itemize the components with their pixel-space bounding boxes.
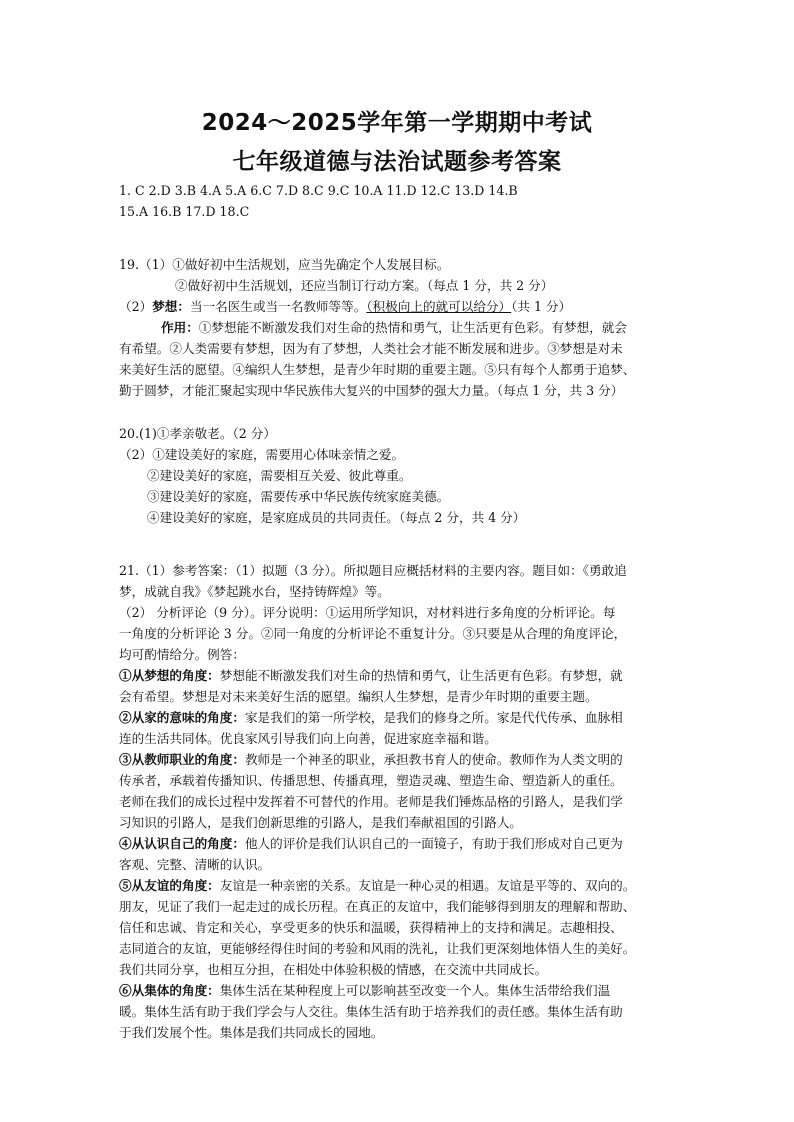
q19-dream-label: 梦想：	[152, 299, 190, 314]
answer-content	[119, 180, 689, 1043]
q21-line-1: 21.（1）参考答案：（1）拟题（3 分）。所拟题目应概括材料的主要内容。题目如：《勇敢追	[119, 563, 627, 578]
q21-angle-self-label: ④从认识自己的角度：	[119, 836, 245, 851]
q21-angle-friendship-text: 友谊是一种亲密的关系。友谊是一种心灵的相遇。友谊是平等的、双向的。	[219, 878, 636, 893]
q20-part2-point2: ②建设美好的家庭，需要相互关爱、彼此尊重。	[147, 468, 412, 483]
q21-angle-collective-label: ⑥从集体的角度：	[119, 983, 220, 998]
q21-angle-teacher-text: 教师是一个神圣的职业，承担教书育人的使命。教师作为人类文明的	[244, 752, 623, 767]
q20-part1: 20.(1)①孝亲敬老。（2 分）	[119, 426, 276, 441]
q19-dream-score: （共 1 分）	[511, 299, 572, 314]
q19-dream-note: （积极向上的就可以给分）	[366, 299, 512, 314]
q19-part2-prefix: （2）	[119, 299, 153, 314]
q21-angle-self-line-2: 客观、完整、清晰的认识。	[119, 857, 271, 872]
q21-line-5: 均可酌情给分。例答：	[119, 647, 245, 662]
q19-effect-text: ①梦想能不断激发我们对生命的热情和勇气，让生活更有色彩。有梦想，就会	[198, 320, 627, 335]
q21-angle-friendship-line-5: 我们共同分享，也相互分担，在相处中体验积极的情感，在交流中共同成长。	[119, 962, 548, 977]
q21-line-2: 梦，成就自我》《梦起跳水台，坚持铸辉煌》等。	[119, 584, 390, 599]
q19-dream-text: 当一名医生或当一名教师等等。	[189, 299, 367, 314]
q21-angle-friendship-line-2: 朋友，见证了我们一起走过的成长历程。在真正的友谊中，我们能够得到朋友的理解和帮助、	[119, 899, 636, 914]
q21-angle-family	[119, 707, 689, 728]
q19-part2-dream	[119, 296, 689, 317]
q21-angle-dream-text: 梦想能不断激发我们对生命的热情和勇气，让生活更有色彩。有梦想，就	[219, 668, 623, 683]
q21-angle-dream-label: ①从梦想的角度：	[119, 668, 220, 683]
choice-answers-line-2: 15.A 16.B 17.D 18.C	[119, 204, 250, 219]
q21-angle-dream-line-2: 会有希望。梦想是对未来美好生活的愿望。编织人生梦想，是青少年时期的重要主题。	[119, 689, 598, 704]
q19-effect-label: 作用：	[161, 320, 199, 335]
q21-angle-friendship-line-4: 志同道合的友谊，更能够经得住时间的考验和风雨的洗礼，让我们更深刻地体悟人生的美好。	[119, 941, 636, 956]
q19-part1-point2: ②做好初中生活规划，还应当制订行动方案。（每点 1 分，共 2 分）	[175, 278, 554, 293]
q21-angle-friendship-line-3: 信任和忠诚、肯定和关心，享受更多的快乐和温暖，获得精神上的支持和满足。志趣相投、	[119, 920, 623, 935]
q21-angle-self	[119, 833, 689, 854]
q21-angle-teacher-line-4: 习知识的引路人，是我们创新思维的引路人，是我们奉献祖国的引路人。	[119, 815, 522, 830]
q21-angle-self-text: 他人的评价是我们认识自己的一面镜子，有助于我们形成对自己更为	[244, 836, 623, 851]
q21-angle-teacher-line-2: 传承者，承载着传播知识、传播思想、传播真理，塑造灵魂、塑造生命、塑造新人的重任。	[119, 773, 623, 788]
q19-effect-line-1	[119, 317, 689, 338]
q20-part2-point4: ④建设美好的家庭，是家庭成员的共同责任。（每点 2 分，共 4 分）	[147, 510, 526, 525]
choice-answers-line-1: 1. C 2.D 3.B 4.A 5.A 6.C 7.D 8.C 9.C 10.A 11.D 12.C 13.D 14.B	[119, 183, 518, 198]
q21-angle-collective-line-3: 于我们发展个性。集体是我们共同成长的园地。	[119, 1025, 384, 1040]
q21-line-4: 一角度的分析评论 3 分。②同一角度的分析评论不重复计分。③只要是从合理的角度评论，	[119, 626, 627, 641]
q20-part2-point3: ③建设美好的家庭，需要传承中华民族传统家庭美德。	[147, 489, 450, 504]
q21-angle-friendship-label: ⑤从友谊的角度：	[119, 878, 220, 893]
q21-angle-family-label: ②从家的意味的角度：	[119, 710, 245, 725]
q21-angle-teacher	[119, 749, 689, 770]
q21-angle-teacher-label: ③从教师职业的角度：	[119, 752, 245, 767]
exam-title: 2024～2025学年第一学期期中考试	[201, 110, 593, 136]
q21-angle-friendship	[119, 875, 689, 896]
q21-angle-dream	[119, 665, 689, 686]
q20-part2-point1: （2）①建设美好的家庭，需要用心体味亲情之爱。	[119, 447, 405, 462]
exam-subtitle: 七年级道德与法治试题参考答案	[232, 149, 562, 175]
q21-angle-family-text: 家是我们的第一所学校，是我们的修身之所。家是代代传承、血脉相	[244, 710, 623, 725]
q19-effect-line-3: 来美好生活的愿望。④编织人生梦想，是青少年时期的重要主题。⑤只有每个人都勇于追梦、	[119, 362, 636, 377]
q19-part1-point1: 19.（1）①做好初中生活规划，应当先确定个人发展目标。	[119, 257, 450, 272]
q21-angle-collective-line-2: 暖。集体生活有助于我们学会与人交往。集体生活有助于培养我们的责任感。集体生活有助	[119, 1004, 623, 1019]
q21-angle-collective	[119, 980, 689, 1001]
q21-angle-teacher-line-3: 老师在我们的成长过程中发挥着不可替代的作用。老师是我们锤炼品格的引路人，是我们学	[119, 794, 623, 809]
q21-angle-family-line-2: 连的生活共同体。优良家风引导我们向上向善，促进家庭幸福和谐。	[119, 731, 497, 746]
q19-effect-line-2: 有希望。②人类需要有梦想，因为有了梦想，人类社会才能不断发展和进步。③梦想是对未	[119, 341, 623, 356]
q21-angle-collective-text: 集体生活在某种程度上可以影响甚至改变一个人。集体生活带给我们温	[219, 983, 611, 998]
q19-effect-line-4: 勤于圆梦，才能汇聚起实现中华民族伟大复兴的中国梦的强大力量。（每点 1 分，共 3 分）	[119, 383, 624, 398]
q21-line-3: （2） 分析评论（9 分）。评分说明：①运用所学知识，对材料进行多角度的分析评论。每	[119, 605, 616, 620]
